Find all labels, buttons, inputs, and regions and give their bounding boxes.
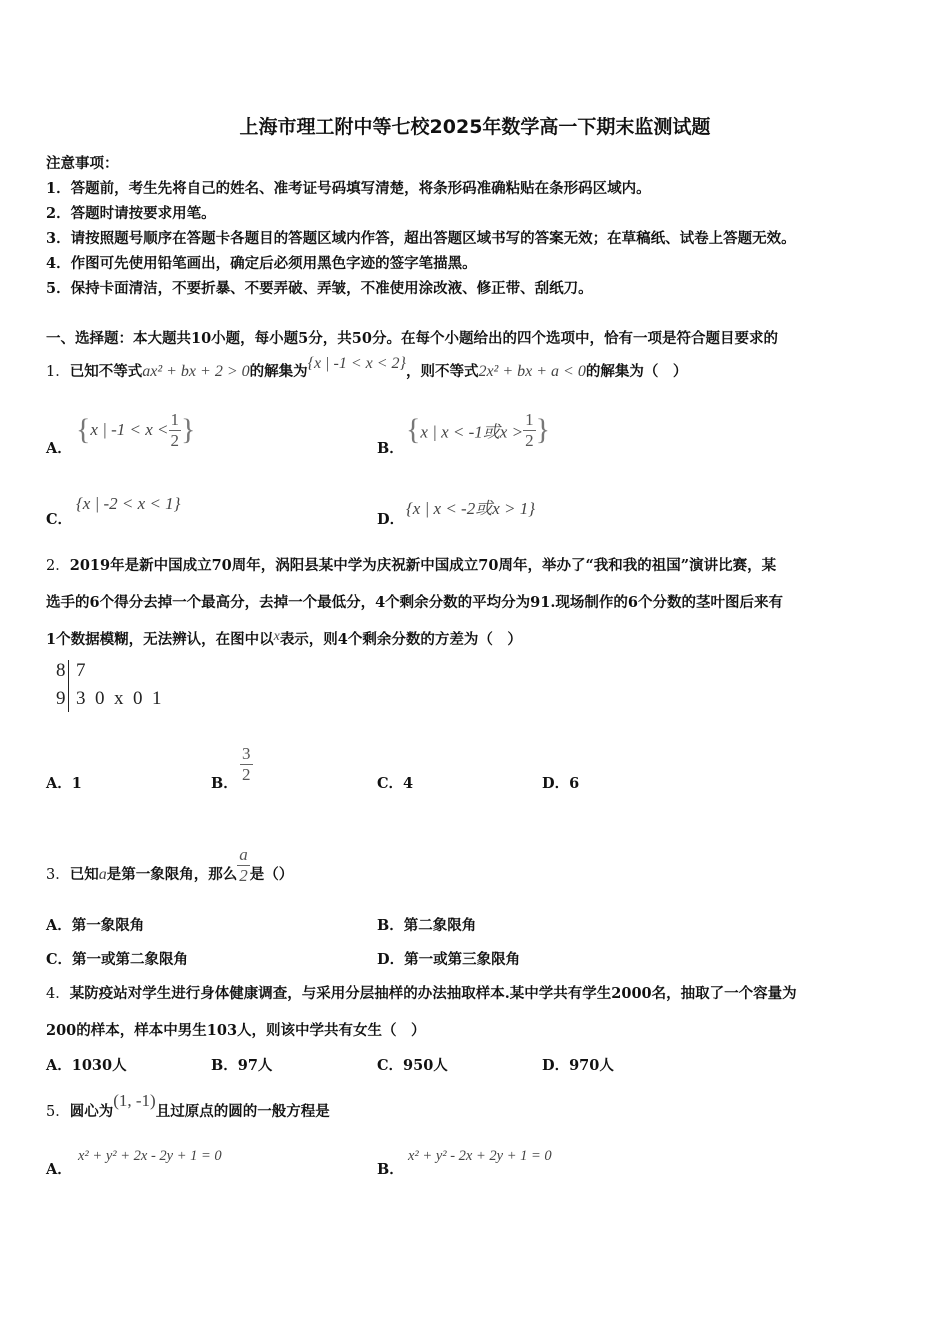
q3-option-a: A．第一象限角 [46,917,145,934]
q5-formula: (1, -1) [113,1091,156,1110]
q2-option-b-label: B． [211,775,238,792]
question-3 [46,845,294,895]
leaf-values: 7 [76,660,86,681]
option-set: x | x < -1或x > [420,422,524,442]
q5-text: 圆心为 [69,1103,114,1120]
question-1 [46,355,688,381]
q1-text: 已知不等式 [69,363,143,380]
q3-fraction: $\frac{a}{2}$ [239,845,248,885]
question-number: 3． [46,867,70,884]
q5-text: 且过原点的圆的一般方程是 [155,1103,330,1120]
note-item: 4．作图可先使用铅笔画出，确定后必须用黑色字迹的签字笔描黑。 [46,255,477,272]
note-item: 3．请按照题号顺序在答题卡各题目的答题区域内作答，超出答题区域书写的答案无效；在草稿纸、试卷上答题无效。 [46,230,796,247]
q2-formula: x [273,629,280,644]
q5-option-a-label: A． [46,1161,72,1178]
q4-text: 某防疫站对学生进行身体健康调查，与采用分层抽样的办法抽取样本.某中学共有学生2000名，抽取了一个容量为 [69,985,797,1002]
q1-option-d: {x | x < -2或x > 1} [406,499,536,518]
stem-value: 9 [56,688,66,709]
q4-option-d: D．970人 [542,1057,614,1074]
q2-text-line [46,628,522,649]
leaf-values: 3 0 x 0 1 [76,688,162,709]
option-set: x | -1 < x < [90,420,169,440]
q5-option-b-label: B． [377,1161,404,1178]
q1-option-b: {x | x < -1或x > $\frac{1}{2}$ } [406,410,550,450]
q2-text: 2019年是新中国成立70周年，涡阳县某中学为庆祝新中国成立70周年，举办了“我和我的祖国”演讲比赛，某 [69,557,777,574]
question-2 [46,554,776,575]
stem-value: 8 [56,660,66,681]
note-item: 2．答题时请按要求用笔。 [46,205,216,222]
q1-text: 的解集为 [249,363,308,380]
question-5 [46,1091,330,1121]
question-number: 2． [46,558,70,574]
q4-text-line: 200的样本，样本中男生103人，则该中学共有女生（ ） [46,1022,426,1039]
q3-text: 是（） [249,866,294,884]
notes-heading: 注意事项： [46,155,119,172]
q1-formula: ax² + bx + 2 > 0 [142,363,250,380]
question-number: 1． [46,364,70,380]
q2-option-a: A．1 [46,775,82,792]
q2-text: 表示，则4个剩余分数的方差为（ ） [279,631,522,648]
page-title: 上海市理工附中等七校2025年数学高一下期末监测试题 [239,116,711,138]
q5-option-b: x² + y² - 2x + 2y + 1 = 0 [408,1148,552,1164]
q5-option-a: x² + y² + 2x - 2y + 1 = 0 [78,1148,222,1164]
q1-text: ，则不等式 [405,363,479,380]
q1-option-d-label: D． [377,511,405,528]
q1-option-c: {x | -2 < x < 1} [76,494,181,513]
q1-text: 的解集为（ ） [585,363,688,380]
q3-formula: a [98,866,107,884]
q4-option-b: B．97人 [211,1057,273,1074]
q3-text: 已知 [69,866,99,884]
question-4 [46,982,797,1003]
q3-option-d: D．第一或第三象限角 [377,951,521,968]
note-item: 1．答题前，考生先将自己的姓名、准考证号码填写清楚，将条形码准确粘贴在条形码区域内。 [46,180,651,197]
note-item: 5．保持卡面清洁，不要折暴、不要弄破、弄皱，不准使用涂改液、修正带、刮纸刀。 [46,280,593,297]
q4-option-a: A．1030人 [46,1057,127,1074]
q1-formula: 2x² + bx + a < 0 [478,363,586,380]
q2-option-d: D．6 [542,775,580,792]
q1-option-c-label: C． [46,511,73,528]
q2-option-c: C．4 [377,775,414,792]
q1-option-b-label: B． [377,440,404,457]
q1-option-a-label: A． [46,440,72,457]
question-number: 4． [46,986,70,1002]
q3-text: 是第一象限角，那么 [106,866,238,884]
question-number: 5． [46,1104,70,1120]
q1-formula: {x | -1 < x < 2} [307,355,406,372]
stem-divider [68,660,69,712]
q4-option-c: C．950人 [377,1057,448,1074]
option-fraction: $\frac{1}{2}$ [170,410,180,450]
q2-text-line: 选手的6个得分去掉一个最高分，去掉一个最低分，4个剩余分数的平均分为91.现场制作的6个分数的茎叶图后来有 [46,594,783,611]
q1-option-a: {x | -1 < x < $\frac{1}{2}$ } [76,410,196,450]
q2-text: 1个数据模糊，无法辨认，在图中以 [46,631,274,648]
q3-option-b: B．第二象限角 [377,917,477,934]
option-fraction: $\frac{3}{2}$ [242,744,251,784]
q2-option-b [240,744,253,784]
option-fraction: $\frac{1}{2}$ [525,410,534,450]
section-heading: 一、选择题：本大题共10小题，每小题5分，共50分。在每个小题给出的四个选项中，恰有一项是符合题目要求的 [46,330,778,347]
q3-option-c: C．第一或第二象限角 [46,951,189,968]
